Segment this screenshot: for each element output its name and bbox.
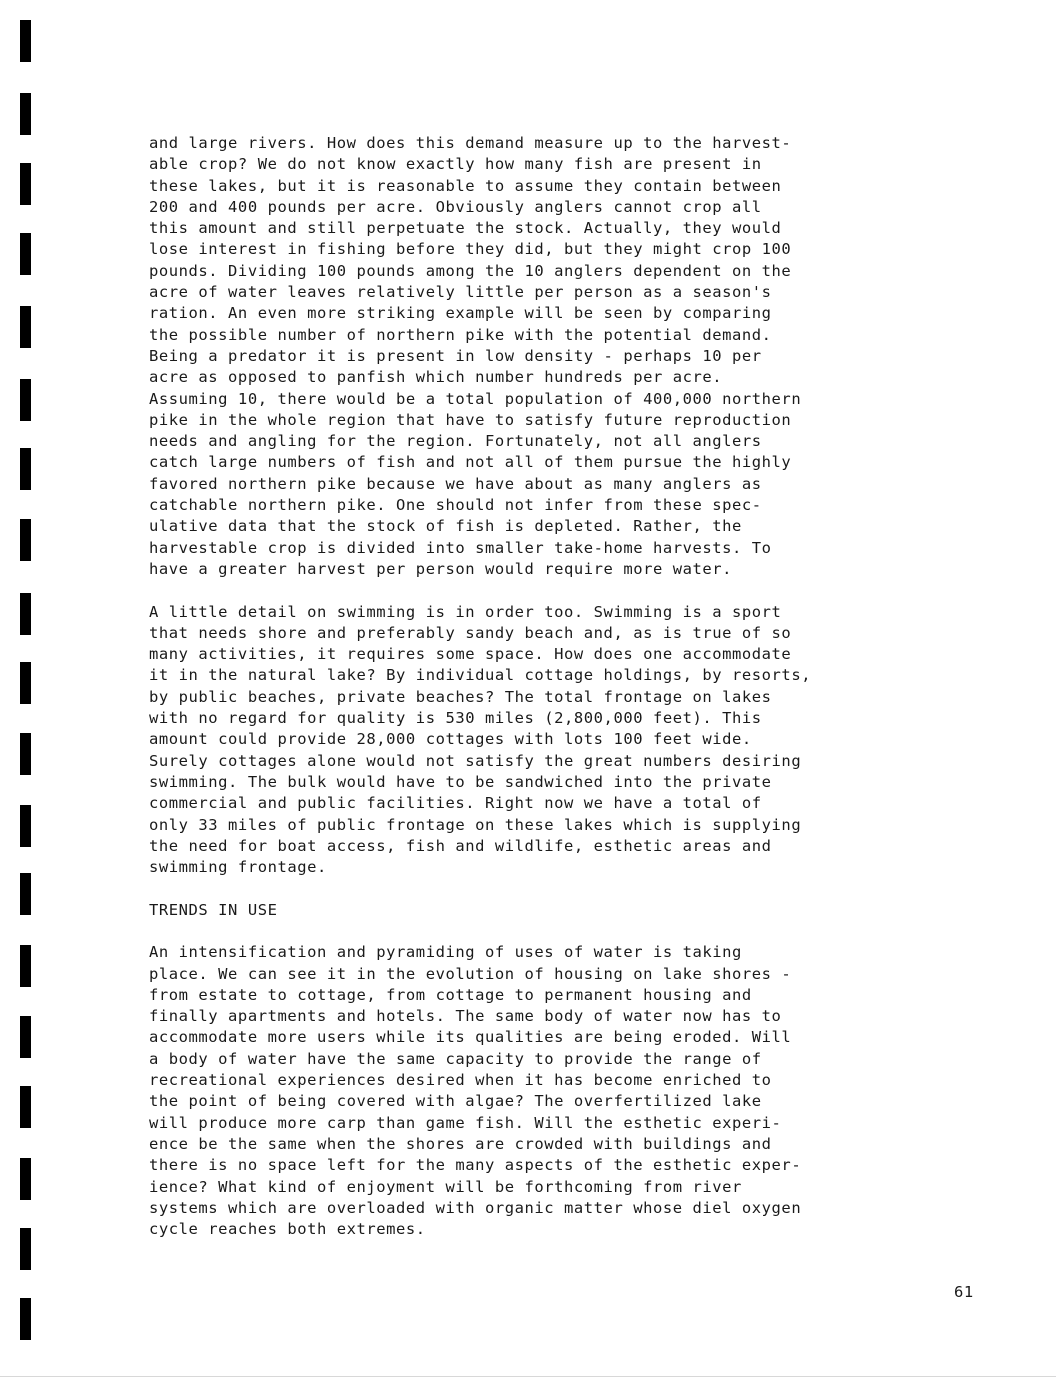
binding-hole xyxy=(20,20,31,62)
binding-hole xyxy=(20,662,31,704)
binding-hole xyxy=(20,306,31,348)
binding-hole xyxy=(20,1086,31,1128)
binding-hole xyxy=(20,1016,31,1058)
binding-hole xyxy=(20,163,31,205)
paragraph-gap xyxy=(149,580,1009,601)
paragraph-gap xyxy=(149,878,1009,899)
binding-hole xyxy=(20,93,31,135)
binding-hole xyxy=(20,1228,31,1270)
page-number: 61 xyxy=(954,1283,974,1301)
paragraph-fishing-demand: and large rivers. How does this demand measure up to the harvest- able crop? We do not know exactly how many fish are present in these lakes, but it is reasonable to assume they contain between 200 and 400 pounds per acre. Obviously anglers cannot crop all this amount and still perpetuate the stock. Actually, they would lose interest in fishing before they did, but they might crop 100 pounds. Dividing 100 pounds among the 10 anglers dependent on the acre of water leaves relatively little per person as a season's ration. An even more striking example will be seen by comparing the possible number of northern pike with the potential demand. Being a predator it is present in low density - perhaps 10 per acre as opposed to panfish which number hundreds per acre. Assuming 10, there would be a total population of 400,000 northern pike in the whole region that have to satisfy future reproduction needs and angling for the region. Fortunately, not all anglers catch large numbers of fish and not all of them pursue the highly favored northern pike because we have about as many anglers as catchable northern pike. One should not infer from these spec- ulative data that the stock of fish is depleted. Rather, the harvestable crop is divided into smaller take-home harvests. To have a greater harvest per person would require more water. xyxy=(149,134,802,578)
paragraph-swimming: A little detail on swimming is in order too. Swimming is a sport that needs shore and preferably sandy beach and, as is true of so many activities, it requires some space. How does one accommodate it in the natural lake? By individual cottage holdings, by resorts, by public beaches, private beaches? The total frontage on lakes with no regard for quality is 530 miles (2,800,000 feet). This amount could provide 28,000 cottages with lots 100 feet wide. Surely cottages alone would not satisfy the great numbers desiring swimming. The bulk would have to be sandwiched into the private commercial and public facilities. Right now we have a total of only 33 miles of public frontage on these lakes which is supplying the need for boat access, fish and wildlife, esthetic areas and swimming frontage. xyxy=(149,602,812,877)
binding-hole xyxy=(20,805,31,847)
section-heading: TRENDS IN USE xyxy=(149,900,278,919)
binding-hole xyxy=(20,379,31,421)
binding-holes xyxy=(20,0,34,1380)
binding-hole xyxy=(20,448,31,490)
binding-hole xyxy=(20,945,31,987)
binding-hole xyxy=(20,519,31,561)
paragraph-gap xyxy=(149,921,1009,942)
page-bottom-edge xyxy=(0,1376,1056,1377)
binding-hole xyxy=(20,1158,31,1200)
binding-hole xyxy=(20,233,31,275)
binding-hole xyxy=(20,873,31,915)
binding-hole xyxy=(20,733,31,775)
document-body xyxy=(149,133,1009,1240)
binding-hole xyxy=(20,593,31,635)
binding-hole xyxy=(20,1298,31,1340)
paragraph-trends: An intensification and pyramiding of uses of water is taking place. We can see it in the evolution of housing on lake shores - from estate to cottage, from cottage to permanent housing and finally apartments and hotels. The same body of water now has to accommodate more users while its qualities are being eroded. Will a body of water have the same capacity to provide the range of recreational experiences desired when it has become enriched to the point of being covered with algae? The overfertilized lake will produce more carp than game fish. Will the esthetic experi- ence be the same when the shores are crowded with buildings and there is no space left for the many aspects of the esthetic exper- ience? What kind of enjoyment will be forthcoming from river systems which are overloaded with organic matter whose diel oxygen cycle reaches both extremes. xyxy=(149,943,802,1239)
